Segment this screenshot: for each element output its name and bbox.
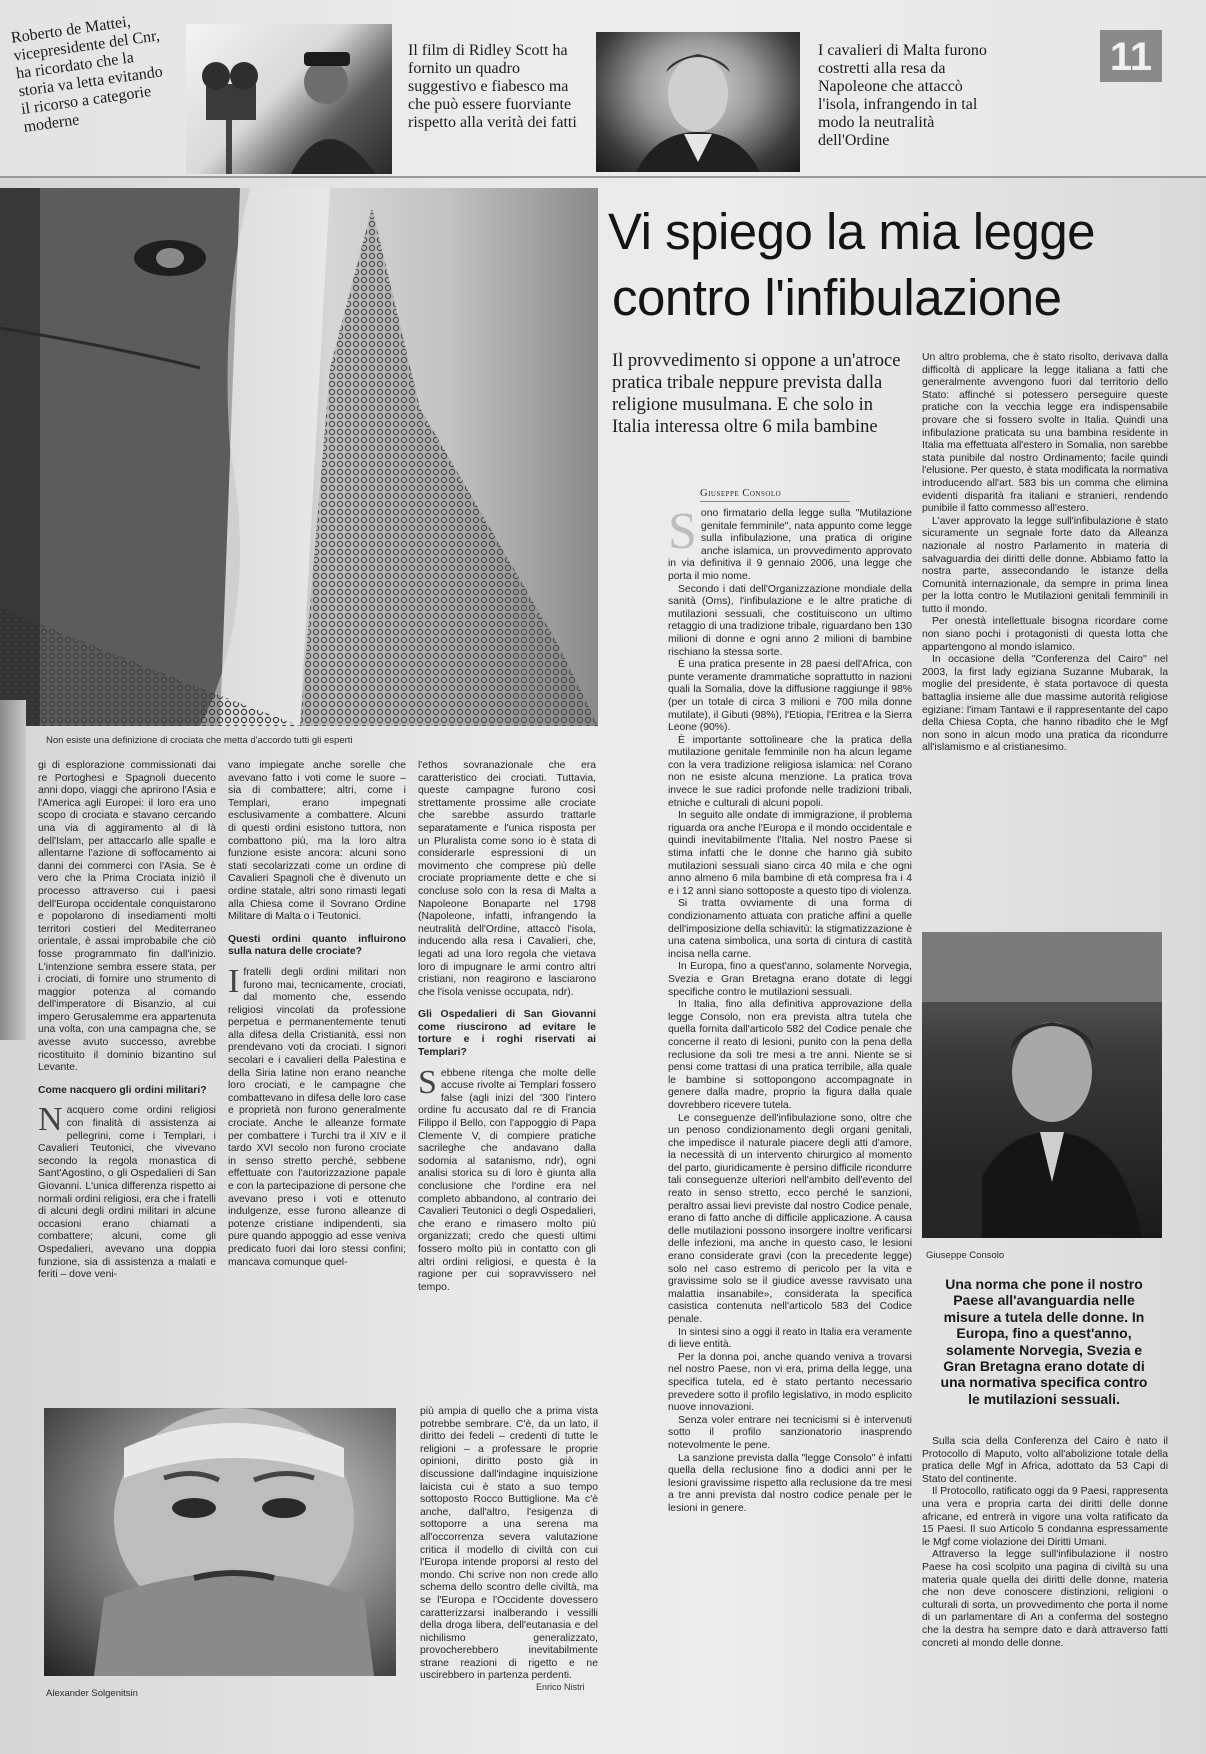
- interview-column-3: [418, 760, 596, 1360]
- interview-bottom-column: [420, 1406, 598, 1682]
- caption-solzhenitsyn: Alexander Solgenitsin: [46, 1688, 138, 1699]
- film-camera-icon: [186, 24, 392, 174]
- photo-crusader-helmet: [0, 188, 598, 726]
- headline-line-2: contro l'infibulazione: [612, 269, 1062, 326]
- interview-question: Come nacquero gli ordini militari?: [38, 1084, 207, 1096]
- interview-paragraph: fratelli degli ordini militari non furono mai, tecnicamente, crociati, dal momento che, essendo religiosi vincolati da professione perpetua e permanentemente tenuti alla difesa della Cristianità, essi non prendevano voti da crociati. I signori secolari e i cavalieri della Palestina e della Siria latine non erano neanche loro crociati, e le campagne che combattevano in difesa delle loro case e proprietà non furono generalmente crociate. Anche le alleanze formate per combattere i Turchi tra il XIV e il tardo XVI secolo non furono crociate in senso stretto perché, sebbene effettuate con l'autorizzazione papale e con la partecipazione di persone che avevano preso i voti e ottenuto indulgenze, esse furono alleanze di potenze cristiane indipendenti, sia pure quando appoggio ad esse veniva predicato fuori dai loro stessi confini; mancava comunque quel-: [228, 966, 406, 1268]
- interview-paragraph: gi di esplorazione commissionati dai re Portoghesi e Spagnoli duecento anni dopo, viaggi che aprirono l'Asia e l'America agli Europei: il loro era uno scopo di crociata e stavano cercando una via di aggiramento al di là dell'Islam, per attaccarlo alle spalle e allentarne l'azione di soffocamento ai danni dei commerci con l'Asia. Se è vero che la Prima Crociata iniziò il processo attraverso cui i paesi dell'Europa occidentale conquistarono e popolarono di insediamenti molti territori costieri del Mediterraneo orientale, è assai improbabile che ciò fosse programmato fin dall'inizio. L'intenzione sembra essere stata, per i crociati, di fornire uno strumento di maggior potenza al comando dell'imperatore di Bisanzio, al cui impero Gerusalemme era appartenuta una volta, con una campagna che, se avesse avuto successo, avrebbe ricostituito il dominio bizantino sul Levante.: [38, 760, 216, 1074]
- article-paragraph: Senza voler entrare nei tecnicismi si è intervenuti sotto il profilo sanzionatorio inasprendo notevolmente le pene.: [668, 1414, 912, 1451]
- napoleon-portrait-icon: [596, 32, 800, 172]
- interview-paragraph: acquero come ordini religiosi con finalità di assistenza ai pellegrini, come i Templari, i Cavalieri Teutonici, che vivevano secondo la regola monastica di Sant'Agostino, o gli Ospedalieri di San Giovanni. L'unica differenza rispetto ai normali ordini religiosi, era che i fratelli di alcuni degli ordini militari in alcune occasioni erano chiamati a combattere; alcuni, come gli Ospedalieri, avevano una doppia funzione, sia di assistenza a malati e feriti – dove veni-: [38, 1105, 216, 1281]
- article-paragraph: È una pratica presente in 28 paesi dell'Africa, con punte veramente drammatiche soprattutto in nazioni quali la Somalia, dove la diffusione raggiunge il 98% (per un totale di circa 3 milioni e 700 mila donne mutilate), il Gibuti (98%), l'Etiopia, l'Eritrea e la Sierra Leone (90%).: [668, 659, 912, 734]
- interview-dropcap: N: [38, 1101, 63, 1139]
- interview-dropcap: S: [418, 1063, 437, 1101]
- article-paragraph: Si tratta ovviamente di una forma di condizionamento attuata con pratiche affini a quelle dell'imposizione della schiavitù: la stigmatizzazione è una catena simbolica, una sorta di cintura di castità incisa nella carne.: [668, 898, 912, 960]
- top-strip-rule: [0, 176, 1206, 178]
- article-column-2: [922, 352, 1168, 822]
- byline: Giuseppe Consolo: [700, 488, 850, 502]
- article-paragraph: Il Protocollo, ratificato oggi da 9 Paesi, rappresenta una vera e propria carta dei diritti delle donne africane, ed entrerà in vigore una volta ratificato da 15 Paesi. Il suo Articolo 5 condanna espressamente le Mgf come violazione dei Diritti Umani.: [922, 1486, 1168, 1548]
- interview-paragraph: vano impiegate anche sorelle che avevano fatto i voti come le suore – sia di combattere; altri, come i Templari, erano impegnati esclusivamente a combattere. Alcuni di questi ordini esistono tuttora, non combattono più, ma la loro altra funzione esiste ancora: alcuni sono stati secolarizzati come un ordine di Cavalieri Spagnoli che è divenuto un ordine statale, altri sono rimasti legati alla Chiesa come il Sovrano Ordine Militare di Malta o i Teutonici.: [228, 760, 406, 923]
- article-paragraph: Secondo i dati dell'Organizzazione mondiale della sanità (Oms), l'infibulazione e le altre pratiche di mutilazioni sessuali, che costituiscono un ultimo retaggio di una tradizione tribale, riguardano ben 130 milioni di donne e ogni anno 2 milioni di bambine rischiano la stessa sorte.: [668, 583, 912, 658]
- teaser-malta: I cavalieri di Malta furono costretti alla resa da Napoleone che attaccò l'isola, infrangendo in tal modo la neutralità dell'Ordine: [818, 42, 987, 149]
- interview-paragraph: più ampia di quello che a prima vista potrebbe sembrare. C'è, da un lato, il diritto dei fedeli – credenti di tutte le religioni – a professare le proprie opinioni, diritto posto già in discussione dall'indagine inquisizione laicista cui è stato a suo tempo sottoposto Rocco Buttiglione. Ma c'è anche, dall'altro, l'esigenza di sottoporre a una serena ma all'occorrenza severa valutazione critica il modello di civiltà con cui l'Europa intende proporsi al resto del mondo. Chi scrive non non crede allo schema dello scontro delle civiltà, ma se l'Europa e l'Occidente dovessero caratterizzarsi inalberando i vessilli della droga libera, dell'eutanasia e del nichilismo generalizzato, provocherebbero inevitabilmente strane reazioni di rigetto e ne uscirebbero in partenza perdenti.: [420, 1406, 598, 1682]
- teaser-mattei: Roberto de Mattei, vicepresidente del Cnr, ha ricordato che la storia va letta evitando il ricorso a categorie moderne: [10, 13, 164, 136]
- article-paragraph: Attraverso la legge sull'infibulazione il nostro Paese ha così scolpito una pagina di civiltà su una materia quale quella dei diritti delle donne, materia che non deve conoscere distinzioni, religioni o culturali di sorta, un provvedimento che porta il nome di un parlamentare di An a conferma del sostegno che la destra ha sempre dato e darà attraverso fatti concreti al mondo delle donne.: [922, 1549, 1168, 1649]
- headline-line-1: Vi spiego la mia legge: [608, 203, 1096, 260]
- article-column-1: [668, 503, 912, 1704]
- article-paragraph: Per la donna poi, anche quando veniva a trovarsi nel nostro Paese, non vi era, prima della legge, una specifica tutela, ed è stato pertanto necessario prevedere sotto il profilo legislativo, in modo esplicito nuove innovazioni.: [668, 1351, 912, 1414]
- interview-column-2: [228, 760, 406, 1360]
- teaser-film: Il film di Ridley Scott ha fornito un quadro suggestivo e fiabesco ma che può essere fuorviante rispetto alla verità dei fatti: [408, 42, 577, 131]
- article-column-2-bottom: [922, 1436, 1168, 1704]
- article-dropcap: S: [668, 503, 697, 560]
- article-paragraph: La sanzione prevista dalla "legge Consolo" è infatti quella della reclusione fino a dodici anni per le lesioni gravissime rispetto alla reclusione da tre mesi a tre anni prevista dal nostro codice penale per le lesioni in genere.: [668, 1452, 912, 1514]
- callout-quote: Una norma che pone il nostro Paese all'avanguardia nelle misure a tutela delle donne. In Europa, fino a quest'anno, solamente Norvegia, Svezia e Gran Bretagna erano dotate di una normativa specifica contro le mutilazioni sessuali.: [940, 1276, 1148, 1407]
- article-paragraph: Sulla scia della Conferenza del Cairo è nato il Protocollo di Maputo, volto all'abolizione totale della pratica delle Mgf in Africa, adottato da 53 Capi di Stato del continente.: [922, 1436, 1168, 1485]
- article-paragraph: Le conseguenze dell'infibulazione sono, oltre che un penoso condizionamento degli organi genitali, che impedisce il naturale piacere degli atti d'amore, la necessità di un intervento chirurgico al momento del parto, giuridicamente è persino difficile ricondurre tali conseguenze ulteriori nell'ambito dell'evento del reato in senso stretto, ecco perché le sanzioni, peraltro assai lievi previste dal nostro Codice penale, erano di fatto anche di difficile applicazione. A causa delle mutilazioni possono insorgere inoltre verificarsi delle infezioni, ma anche in questo caso, le lesioni erano considerate gravi (con la precedente legge) solo nel caso estremo di pericolo per la vita e gravissime solo se il giudice avesse ravvisato una malattia insanabile», considerata la specifica casistica contenuta nell'articolo 583 del Codice penale.: [668, 1112, 912, 1325]
- left-page-edge: [0, 700, 26, 1040]
- interview-paragraph: ebbene ritenga che molte delle accuse rivolte ai Templari fossero false (agli inizi del '300 l'intero ordine fu accusato dal re di Francia Filippo il Bello, con l'appoggio di Papa Clemente V, di compiere pratiche sacrileghe che andavano dalla sodomia al satanismo, ndr), ogni analisi storica su di loro è giunta alla conclusione che l'ordine era nel completo abbandono, al contrario dei Cavalieri Teutonici o degli Ospedalieri, che erano e rimasero molto più organizzati; credo che questi ultimi fossero molto più in contatto con gli altri ordini religiosi, e questa è la ragione per cui sopravvissero nel tempo.: [418, 1067, 596, 1293]
- article-paragraph: In Europa, fino a quest'anno, solamente Norvegia, Svezia e Gran Bretagna erano dotate di leggi specifiche contro le mutilazioni sessuali.: [668, 961, 912, 998]
- photo-giuseppe-consolo: [922, 932, 1162, 1238]
- article-paragraph: Per onestà intellettuale bisogna ricordare come non siano pochi i protagonisti di questa lotta che appartengono al mondo islamico.: [922, 616, 1168, 653]
- article-paragraph: In occasione della "Conferenza del Cairo" nel 2003, la first lady egiziana Suzanne Mubarak, la moglie del presidente, è stata portavoce di questa battaglia insieme alle due massime autorità religiose egiziane: l'imam Tantawi e il rappresentante del capo della Chiesa Copta, che hanno ribadito che le Mgf non sono in alcun modo una pratica da ricondurre all'islamismo e al cristianesimo.: [922, 654, 1168, 754]
- caption-consolo: Giuseppe Consolo: [926, 1250, 1005, 1261]
- subheadline: Il provvedimento si oppone a un'atroce pratica tribale neppure prevista dalla religione musulmana. E che solo in Italia interessa oltre 6 mila bambine: [612, 351, 901, 437]
- solzhenitsyn-portrait-icon: [44, 1408, 396, 1676]
- photo-napoleon: [596, 32, 800, 172]
- photo-solzhenitsyn: [44, 1408, 396, 1676]
- consolo-portrait-icon: [922, 932, 1162, 1238]
- article-paragraph: L'aver approvato la legge sull'infibulazione è stato sicuramente un segnale forte dato da Alleanza nazionale al nostro Parlamento in materia di salvaguardia dei diritti delle donne. Abbiamo fatto la nostra parte, assecondando le istanze della Comunità internazionale, da sempre in prima linea per la lotta contro le Mutilazioni genitali femminili in tutto il mondo.: [922, 515, 1168, 615]
- photo-film-set: [186, 24, 392, 174]
- article-paragraph: ono firmatario della legge sulla "Mutilazione genitale femminile", nata appunto come legge sulla infibulazione, una pratica di origine anche islamica, un provvedimento approvato in via definitiva il 9 gennaio 2006, una legge che porta il mio nome.: [668, 508, 912, 582]
- article-paragraph: In sintesi sino a oggi il reato in Italia era veramente di lieve entità.: [668, 1326, 912, 1351]
- article-paragraph: In seguito alle ondate di immigrazione, il problema riguarda ora anche l'Europa e il mondo occidentale e quindi inevitabilmente l'Italia. Nel nostro Paese si stima infatti che le donne che hanno già subito mutilazioni sessuali siano circa 40 mila e che ogni anno almeno 6 mila bambine di età compresa fra i 4 e i 12 anni siano sottoposte a questo tipo di violenza.: [668, 810, 912, 897]
- interview-paragraph: l'ethos sovranazionale che era caratteristico dei crociati. Tuttavia, queste campagne furono così strettamente prossime alle crociate che sarebbe assurdo trattarle separatamente e l'unica risposta per un Pluralista come sono io è stata di considerarle espressioni di un movimento che comprese più delle crociate propriamente dette e che si concluse solo con la resa di Malta a Napoleone Bonaparte nel 1798 (Napoleone, infatti, infrangendo la neutralità dell'Ordine, attaccò l'isola, inducendo alla resa i Cavalieri, che, legati ad una loro regola che vietava loro di impugnare le armi contro altri cristiani, non reagirono e lasciarono che l'isola venisse occupata, ndr).: [418, 760, 596, 998]
- page-number: 11: [1109, 35, 1153, 79]
- helmet-chainmail-icon: [0, 188, 598, 726]
- article-paragraph: In Italia, fino alla definitiva approvazione della legge Consolo, non era prevista altra tutela che quella fornita dall'articolo 582 del Codice penale che concerne il reato di lesioni, punito con la pena della reclusione da soli tre mesi a tre anni. Niente se si pensi come trattasi di una pratica terribile, alla quale le bambine si sottopongono accompagnate in genere dalla madre, proprio la figura dalla quale dovrebbero ricevere tutela.: [668, 999, 912, 1111]
- article-paragraph: È importante sottolineare che la pratica della mutilazione genitale femminile non ha alcun legame con la vera tradizione religiosa islamica: nel Corano non ne esiste alcuna menzione. La pratica trova invece le sue radici profonde nelle tradizioni tribali, etniche e culturali di alcuni popoli.: [668, 734, 912, 809]
- interview-column-1: [38, 760, 216, 1420]
- caption-crusader: Non esiste una definizione di crociata che metta d'accordo tutti gli esperti: [46, 735, 353, 746]
- interview-question: Questi ordini quanto influirono sulla natura delle crociate?: [228, 933, 406, 958]
- interview-dropcap: I: [228, 962, 240, 1000]
- interview-question: Gli Ospedalieri di San Giovanni come riuscirono ad evitare le torture e i roghi riservati ai Templari?: [418, 1009, 596, 1059]
- article-paragraph: Un altro problema, che è stato risolto, derivava dalla difficoltà di applicare la legge italiana a fatti che generalmente avvengono fuori dal territorio dello Stato: affinché si potessero perseguire queste pratiche con la vecchia legge era indispensabile provare che si fossero svolte in Italia. Quindi una infibulazione praticata su una bambina residente in Italia ma effettuata all'estero in Somalia, non sarebbe stata punibile dal nostro Ordinamento; facile quindi l'elusione. Per questo, è stata modificata la normativa introducendo all'art. 583 bis un comma che elimina evidenti disparità fra italiani e stranieri, rendendo punibile il fatto commesso all'estero.: [922, 352, 1168, 515]
- signature-left: Enrico Nistri: [536, 1682, 585, 1692]
